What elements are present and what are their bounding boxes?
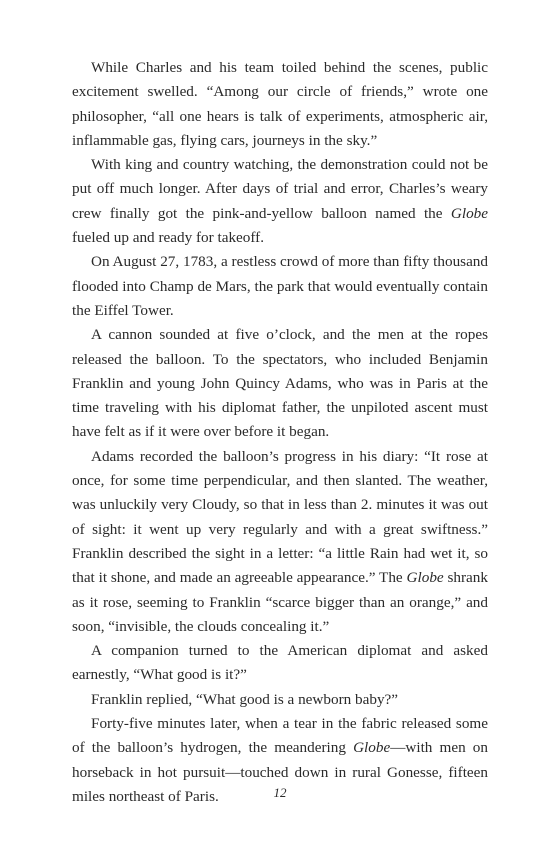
paragraph-text: While Charles and his team toiled behind the scenes, public excitement swelled. “Among our circle of friends,” wrote one philosopher, “all one hears is talk of experiments, atmospheric air, inflammable gas, flying cars, journeys in the sky.” (72, 59, 488, 149)
paragraph (72, 445, 488, 639)
paragraph-text: fueled up and ready for takeoff. (72, 229, 265, 247)
italic-title: Globe (450, 204, 488, 222)
paragraph (72, 639, 488, 688)
paragraph-text: With king and country watching, the demonstration could not be put off much longer. After days of trial and error, Charles’s weary crew finally got the pink-and-yellow balloon named the (72, 156, 488, 222)
page-number: 12 (273, 785, 287, 800)
paragraph-text: —with men on horseback in hot pursuit—touched down in rural Gonesse, fifteen miles northeast of Paris. (72, 739, 488, 805)
paragraph-text: A cannon sounded at five o’clock, and the men at the ropes released the balloon. To the spectators, who included Benjamin Franklin and young John Quincy Adams, who was in Paris at the time traveling with his diplomat father, the unpiloted ascent must have felt as if it were over before it began. (72, 326, 488, 441)
paragraph (72, 56, 488, 153)
paragraph-text: Forty-five minutes later, when a tear in the fabric released some of the balloon’s hydrogen, the meandering (72, 715, 488, 757)
italic-title: Globe (406, 569, 444, 587)
paragraph (72, 688, 488, 712)
paragraph-text: A companion turned to the American diplomat and asked earnestly, “What good is it?” (72, 642, 488, 684)
paragraph-text: On August 27, 1783, a restless crowd of more than fifty thousand flooded into Champ de Mars, the park that would eventually contain the Eiffel Tower. (72, 253, 488, 319)
paragraph-text: shrank as it rose, seeming to Franklin “scarce bigger than an orange,” and soon, “invisible, the clouds concealing it.” (72, 569, 488, 635)
paragraph-text: Franklin replied, “What good is a newborn baby?” (91, 690, 399, 708)
paragraph (72, 153, 488, 250)
body-text (72, 56, 488, 809)
paragraph (72, 250, 488, 323)
paragraph (72, 323, 488, 444)
italic-title: Globe (353, 739, 391, 757)
paragraph-text: Adams recorded the balloon’s progress in his diary: “It rose at once, for some time perpendicular, and then slanted. The weather, was unluckily very Cloudy, so that in less than 2. minutes it was out of sight: it went up very regularly and with a great swiftness.” Franklin described the sight in a letter: “a little Rain had wet it, so that it shone, and made an agreeable appearance.” The (72, 447, 488, 587)
